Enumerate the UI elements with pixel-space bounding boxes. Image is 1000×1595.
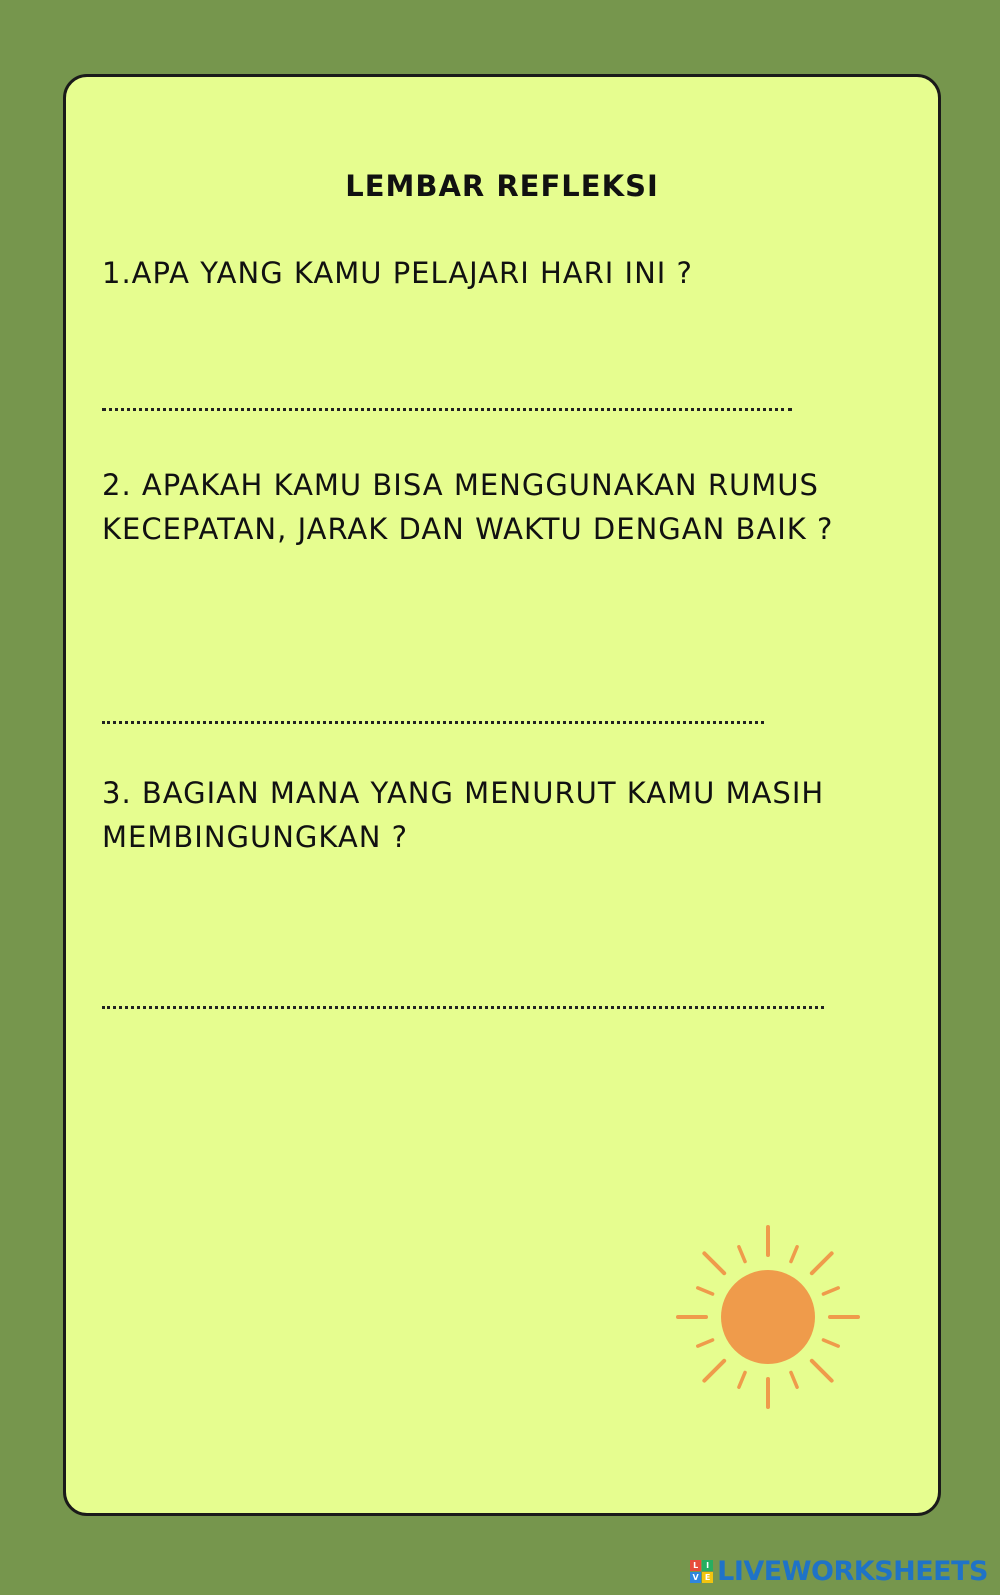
- answer-line-2: [102, 721, 764, 724]
- sun-ray: [791, 1372, 797, 1387]
- logo-letter-v: V: [690, 1572, 701, 1583]
- sun-ray: [704, 1361, 724, 1381]
- logo-letter-i: I: [702, 1560, 713, 1571]
- question-1: 1.APA YANG KAMU PELAJARI HARI INI ?: [102, 256, 693, 290]
- worksheet-card: [63, 74, 941, 1516]
- sun-ray: [739, 1247, 745, 1262]
- sun-ray: [823, 1340, 838, 1346]
- sun-ray: [698, 1340, 713, 1346]
- liveworksheets-brand: [690, 1556, 988, 1587]
- brand-name: LIVEWORKSHEETS: [717, 1556, 988, 1587]
- question-2: 2. APAKAH KAMU BISA MENGGUNAKAN RUMUS KECEPATAN, JARAK DAN WAKTU DENGAN BAIK ?: [102, 468, 834, 546]
- sun-ray: [704, 1253, 724, 1273]
- liveworksheets-logo-icon: [690, 1560, 713, 1583]
- logo-letter-l: L: [690, 1560, 701, 1571]
- sun-ray: [812, 1361, 832, 1381]
- worksheet-title: LEMBAR REFLEKSI: [345, 169, 659, 203]
- sun-ray: [698, 1288, 713, 1294]
- sun-ray: [823, 1288, 838, 1294]
- sun-icon: [676, 1225, 860, 1409]
- sun-ray: [812, 1253, 832, 1273]
- logo-letter-e: E: [702, 1572, 713, 1583]
- sun-ray: [791, 1247, 797, 1262]
- answer-line-3: [102, 1006, 824, 1009]
- sun-ray: [739, 1372, 745, 1387]
- answer-line-1: [102, 408, 792, 411]
- question-3: 3. BAGIAN MANA YANG MENURUT KAMU MASIH MEMBINGUNGKAN ?: [102, 776, 825, 854]
